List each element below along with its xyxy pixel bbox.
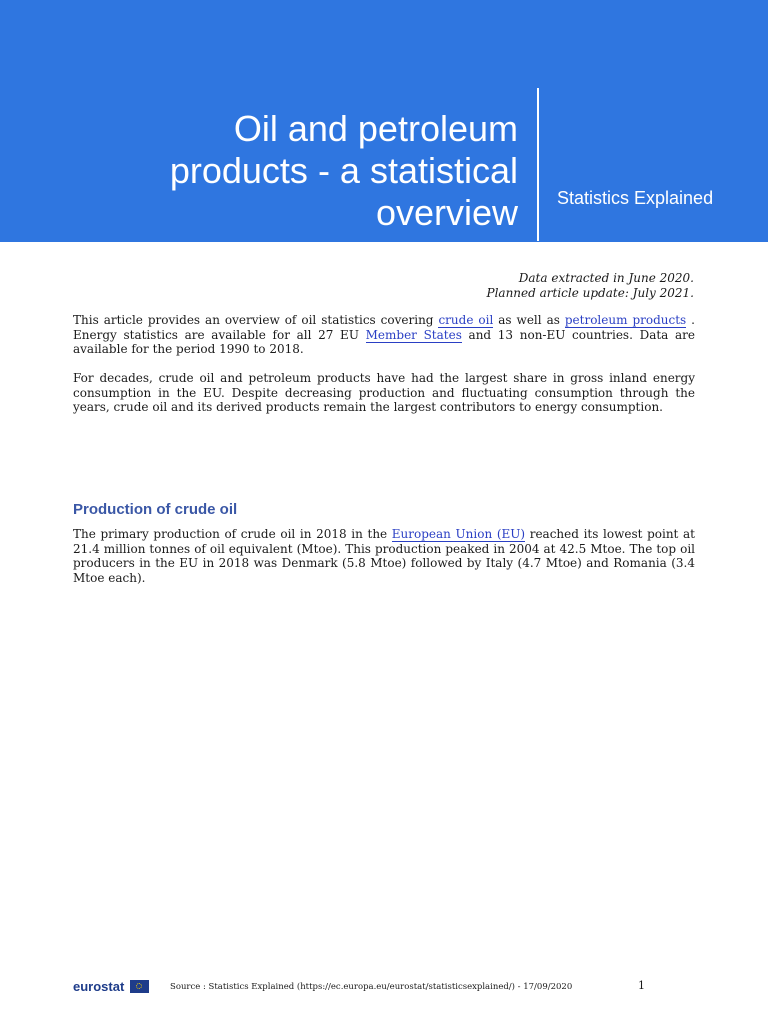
page-footer — [0, 976, 768, 1000]
intro-text: . Energy statistics are available for all 27 EU — [73, 313, 695, 342]
crude-oil-link[interactable]: crude oil — [438, 313, 494, 327]
header-divider — [537, 88, 539, 241]
intro-text: This article provides an overview of oil statistics covering — [73, 313, 439, 327]
page-title-line: Oil and petroleum — [233, 108, 518, 149]
extraction-date: Data extracted in June 2020. — [518, 271, 694, 285]
page-header — [0, 0, 768, 242]
page-title-line: products - a statistical — [169, 150, 518, 191]
petroleum-products-link[interactable]: petroleum products — [564, 313, 687, 327]
member-states-link[interactable]: Member States — [365, 327, 462, 342]
eu-flag-icon — [130, 980, 149, 993]
footer-source: Source : Statistics Explained (https://ec.europa.eu/eurostat/statisticsexplained/) - 17/09/2020 — [170, 982, 573, 992]
page-title-line: overview — [375, 192, 518, 233]
section-heading: Production of crude oil — [73, 501, 238, 518]
european-union-link[interactable]: European Union (EU) — [391, 527, 526, 541]
production-text: reached its lowest point at 21.4 million tonnes of oil equivalent (Mtoe). This production peaked in 2004 at 42.5 Mtoe. The top oil producers in the EU in 2018 was Denmark (5.8 Mtoe) followed by Italy (4.7 Mtoe) and Romania (3.4 Mtoe each). — [73, 527, 695, 585]
intro-text: and 13 non-EU countries. Data are available for the period 1990 to 2018. — [73, 327, 696, 357]
page-title — [98, 108, 518, 234]
page-number: 1 — [638, 979, 645, 992]
planned-update: Planned article update: July 2021. — [486, 286, 694, 300]
intro-text: as well as — [493, 313, 565, 327]
production-text: The primary production of crude oil in 2018 in the — [73, 527, 392, 541]
brand-label: Statistics Explained — [557, 188, 714, 208]
eurostat-logo: eurostat — [73, 979, 125, 994]
intro-paragraph — [73, 313, 695, 357]
production-paragraph — [73, 527, 695, 585]
article-meta — [487, 271, 695, 301]
consumption-paragraph: For decades, crude oil and petroleum products have had the largest share in gross inland energy consumption in the EU. Despite decreasing production and fluctuating consumption through the years, crude oil and its derived products remain the largest contributors to energy consumption. — [73, 371, 695, 415]
